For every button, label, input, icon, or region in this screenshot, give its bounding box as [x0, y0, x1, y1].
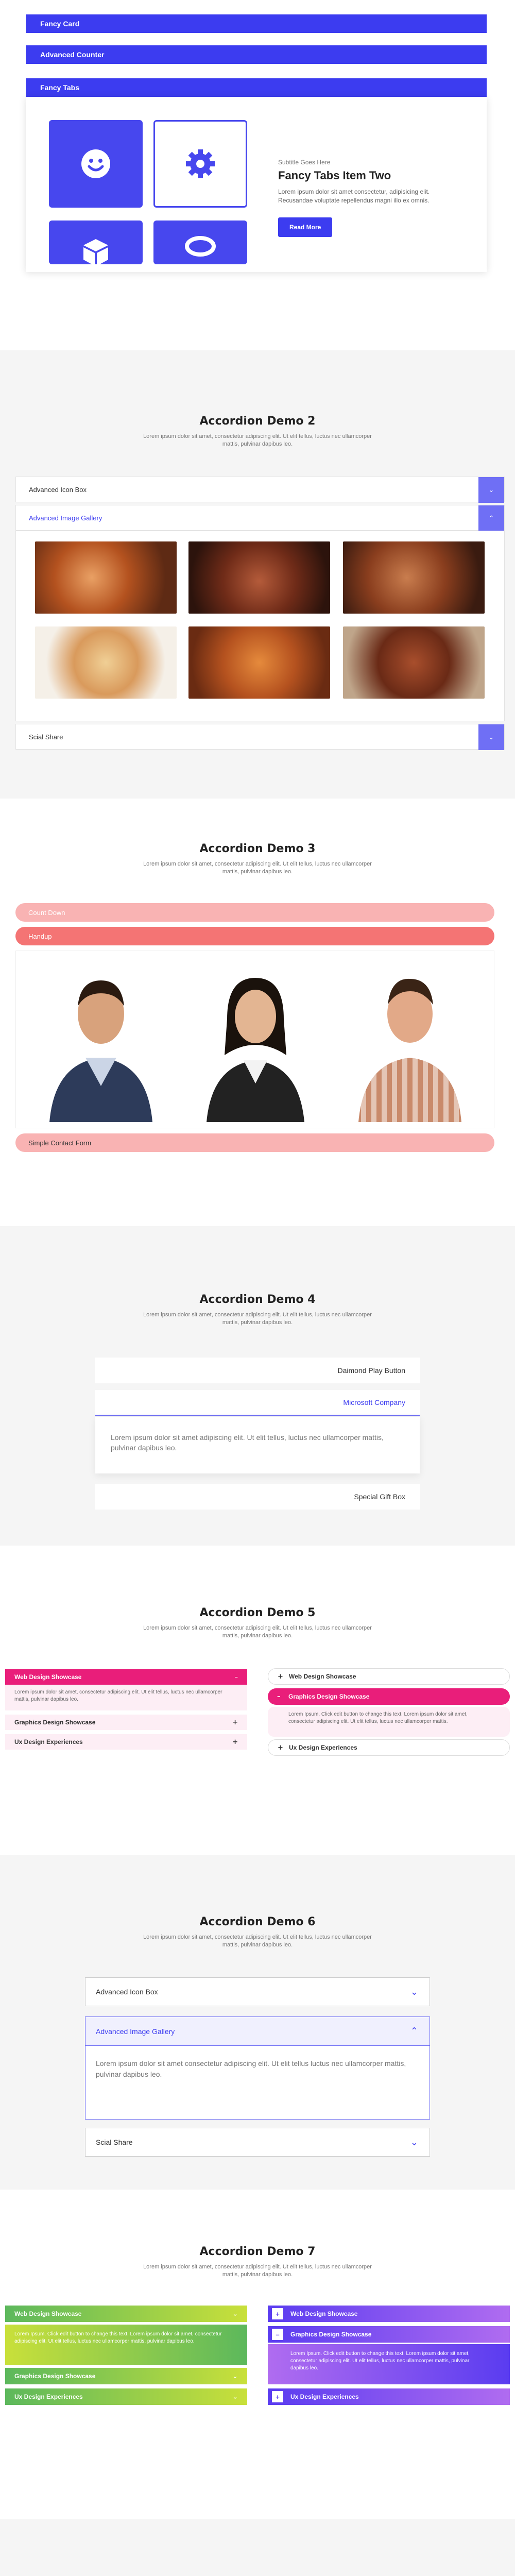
tab-tile-cube[interactable]: [49, 221, 143, 264]
accordion-item-label: Scial Share: [96, 2138, 133, 2146]
accordion-item-graphics[interactable]: [5, 2368, 247, 2384]
accordion-open-group: [85, 2016, 430, 2120]
accordion-item-label: Web Design Showcase: [14, 2310, 82, 2317]
gallery-image[interactable]: [35, 541, 177, 614]
accordion-item-label: Web Design Showcase: [14, 1673, 82, 1681]
tab-body: Lorem ipsum dolor sit amet consectetur, adipisicing elit. Recusandae voluptate repellendus magni illo ex omnis.: [278, 188, 430, 204]
accordion-item-label: Web Design Showcase: [290, 2310, 358, 2317]
accordion-panel: Lorem ipsum dolor sit amet, consectetur adipiscing elit. Ut elit tellus, luctus nec ullamcorper mattis, pulvinar dapibus leo.: [5, 1685, 247, 1710]
tab-tile-smile[interactable]: [49, 120, 143, 208]
accordion-item-graphics[interactable]: [5, 1715, 247, 1730]
accordion-item-web-design-r[interactable]: [268, 1668, 510, 1685]
accordion-item-ux[interactable]: [5, 2388, 247, 2405]
accordion-item-label: Advanced Image Gallery: [96, 2027, 175, 2036]
gear-icon: [184, 147, 217, 180]
accordion-item-ux-r[interactable]: [268, 2388, 510, 2405]
accordion-item-icon-box[interactable]: [85, 1977, 430, 2006]
accordion-item-label: Handup: [28, 932, 52, 940]
smile-icon: [78, 146, 114, 182]
section-subtitle: Lorem ipsum dolor sit amet, consectetur adipiscing elit. Ut elit tellus, luctus nec ullamcorper mattis, pulvinar dapibus leo.: [143, 861, 372, 875]
chevron-down-icon: ⌄: [478, 477, 504, 503]
accordion-item-label: Daimond Play Button: [337, 1366, 405, 1375]
chevron-down-icon: ⌄: [410, 2137, 418, 2148]
chevron-down-icon: ⌄: [232, 2310, 238, 2318]
accordion-item-label: Count Down: [28, 908, 65, 917]
plus-icon: +: [278, 1743, 283, 1752]
accordion-panel: Lorem Ipsum. Click edit button to change this text. Lorem ipsum dolor sit amet, consectetur adipiscing elit. Ut elit tellus, luctus nec ullamcorper mattis.: [268, 1707, 510, 1737]
accordion-item-label: Web Design Showcase: [289, 1673, 356, 1680]
accordion-demo-3-section: [0, 801, 515, 1218]
accordion-item-web-design[interactable]: [5, 2306, 247, 2322]
team-member-photo: [186, 957, 325, 1122]
panel-text: Lorem ipsum dolor sit amet adipiscing elit. Ut elit tellus, luctus nec ullamcorper mattis, pulvinar dapibus leo.: [111, 1433, 384, 1452]
accordion-item-share[interactable]: [85, 2128, 430, 2157]
bar-label: Advanced Counter: [40, 50, 105, 59]
panel-text: Lorem ipsum dolor sit amet consectetur adipiscing elit. Ut elit tellus luctus nec ullamcorper mattis, pulvinar dapibus leo.: [96, 2059, 406, 2078]
fancy-tabs-section: [0, 0, 515, 319]
accordion-panel: Lorem Ipsum. Click edit button to change this text. Lorem ipsum dolor sit amet, consectetur adipiscing elit. Ut elit tellus, luctus nec ullamcorper mattis, pulvinar dapibus leo.: [268, 2344, 510, 2384]
section-subtitle: Lorem ipsum dolor sit amet, consectetur adipiscing elit. Ut elit tellus, luctus nec ullamcorper mattis, pulvinar dapibus leo.: [143, 1312, 372, 1326]
plus-icon: +: [278, 1672, 283, 1681]
section-title: Accordion Demo 3: [199, 842, 316, 855]
tab-title: Fancy Tabs Item Two: [278, 169, 391, 182]
chevron-down-icon: ⌄: [232, 2393, 238, 2401]
section-subtitle: Lorem ipsum dolor sit amet, consectetur adipiscing elit. Ut elit tellus, luctus nec ullamcorper mattis, pulvinar dapibus leo.: [143, 2264, 372, 2278]
accordion-item-image-gallery[interactable]: [15, 505, 505, 531]
accordion-panel-microsoft: [95, 1417, 420, 1473]
accordion-item-label: Graphics Design Showcase: [14, 2372, 96, 2380]
chevron-down-icon: ⌄: [410, 1986, 418, 1997]
fancy-card-bar[interactable]: [26, 14, 487, 33]
fancy-tabs-panel: [26, 97, 487, 272]
plus-icon: +: [232, 1738, 238, 1746]
accordion-item-label: Ux Design Experiences: [289, 1744, 357, 1751]
tab-tile-gear[interactable]: [153, 120, 247, 208]
chevron-down-icon: ⌄: [478, 724, 504, 750]
gallery-image[interactable]: [35, 626, 177, 699]
plus-icon: +: [272, 2308, 283, 2319]
accordion-item-graphics-r[interactable]: [268, 1688, 510, 1705]
accordion-panel: Lorem Ipsum. Click edit button to change this text. Lorem ipsum dolor sit amet, consectetur adipiscing elit. Ut elit tellus, luctus nec ullamcorper mattis, pulvinar dapibus leo.: [5, 2325, 247, 2365]
accordion-demo-4-section: [0, 1226, 515, 1546]
accordion-item-ux[interactable]: [5, 1734, 247, 1750]
read-more-button[interactable]: Read More: [278, 217, 332, 237]
accordion-panel-gallery: [15, 531, 505, 721]
ring-icon: [184, 236, 217, 257]
tab-content: [278, 159, 469, 237]
accordion-item-label: Scial Share: [29, 733, 63, 741]
accordion-item-contact-form[interactable]: [15, 1133, 494, 1152]
accordion-item-icon-box[interactable]: [15, 477, 505, 502]
accordion-item-handup[interactable]: [15, 927, 494, 945]
minus-icon: –: [272, 2329, 283, 2340]
section-title: Accordion Demo 2: [199, 415, 316, 428]
accordion-item-microsoft[interactable]: [95, 1390, 420, 1416]
accordion-item-ux-r[interactable]: [268, 1739, 510, 1756]
accordion-item-label: Special Gift Box: [354, 1493, 405, 1501]
accordion-item-graphics-r[interactable]: [268, 2326, 510, 2343]
minus-icon: –: [234, 1673, 238, 1681]
accordion-item-countdown[interactable]: [15, 903, 494, 922]
section-title: Accordion Demo 6: [199, 1916, 316, 1928]
accordion-item-gallery[interactable]: [85, 2017, 430, 2046]
tab-tile-ring[interactable]: [153, 221, 247, 264]
accordion-item-label: Ux Design Experiences: [14, 1738, 83, 1745]
gallery-image[interactable]: [343, 626, 485, 699]
section-title: Accordion Demo 5: [199, 1606, 316, 1619]
section-subtitle: Lorem ipsum dolor sit amet, consectetur adipiscing elit. Ut elit tellus, luctus nec ullamcorper mattis, pulvinar dapibus leo.: [143, 1625, 372, 1639]
accordion-item-label: Ux Design Experiences: [14, 2393, 83, 2400]
accordion-item-gift-box[interactable]: [95, 1484, 420, 1510]
accordion-item-label: Graphics Design Showcase: [288, 1693, 370, 1700]
accordion-item-label: Ux Design Experiences: [290, 2393, 359, 2400]
advanced-counter-bar[interactable]: [26, 45, 487, 64]
accordion-item-label: Simple Contact Form: [28, 1139, 92, 1147]
bar-label: Fancy Tabs: [40, 83, 79, 92]
chevron-up-icon: ⌃: [478, 505, 504, 531]
gallery-image[interactable]: [188, 626, 330, 699]
team-member-photo: [340, 957, 479, 1122]
accordion-panel-team: [15, 951, 494, 1128]
accordion-item-play-button[interactable]: [95, 1358, 420, 1383]
gallery-image[interactable]: [188, 541, 330, 614]
fancy-tabs-bar[interactable]: [26, 78, 487, 97]
accordion-demo-6-section: [0, 1855, 515, 2190]
accordion-demo-5-section: [0, 1556, 515, 1855]
chevron-up-icon: ⌃: [410, 2026, 418, 2037]
accordion-demo-8-section: [0, 2519, 515, 2576]
plus-icon: +: [272, 2391, 283, 2402]
gallery-image[interactable]: [343, 541, 485, 614]
section-subtitle: Lorem ipsum dolor sit amet, consectetur adipiscing elit. Ut elit tellus, luctus nec ullamcorper mattis, pulvinar dapibus leo.: [143, 433, 372, 447]
accordion-item-web-design[interactable]: [5, 1669, 247, 1685]
team-member-photo: [31, 957, 170, 1122]
accordion-item-label: Microsoft Company: [343, 1398, 405, 1406]
accordion-demo-2-section: [0, 350, 515, 799]
accordion-item-label: Advanced Image Gallery: [29, 514, 102, 522]
tab-eyebrow: Subtitle Goes Here: [278, 159, 331, 166]
accordion-demo-7-section: [0, 2190, 515, 2519]
section-title: Accordion Demo 7: [199, 2245, 316, 2258]
accordion-item-label: Advanced Icon Box: [96, 1988, 158, 1996]
minus-icon: –: [277, 1692, 281, 1701]
bar-label: Fancy Card: [40, 20, 80, 28]
cube-icon: [79, 236, 112, 269]
accordion-item-label: Graphics Design Showcase: [14, 1719, 96, 1726]
section-title: Accordion Demo 4: [199, 1293, 316, 1306]
chevron-down-icon: ⌄: [232, 2372, 238, 2380]
accordion-item-web-design-r[interactable]: [268, 2306, 510, 2322]
section-subtitle: Lorem ipsum dolor sit amet, consectetur adipiscing elit. Ut elit tellus, luctus nec ullamcorper mattis, pulvinar dapibus leo.: [143, 1934, 372, 1948]
accordion-item-social-share[interactable]: [15, 724, 505, 750]
plus-icon: +: [232, 1718, 238, 1726]
accordion-item-label: Graphics Design Showcase: [290, 2331, 372, 2338]
accordion-item-label: Advanced Icon Box: [29, 485, 87, 494]
